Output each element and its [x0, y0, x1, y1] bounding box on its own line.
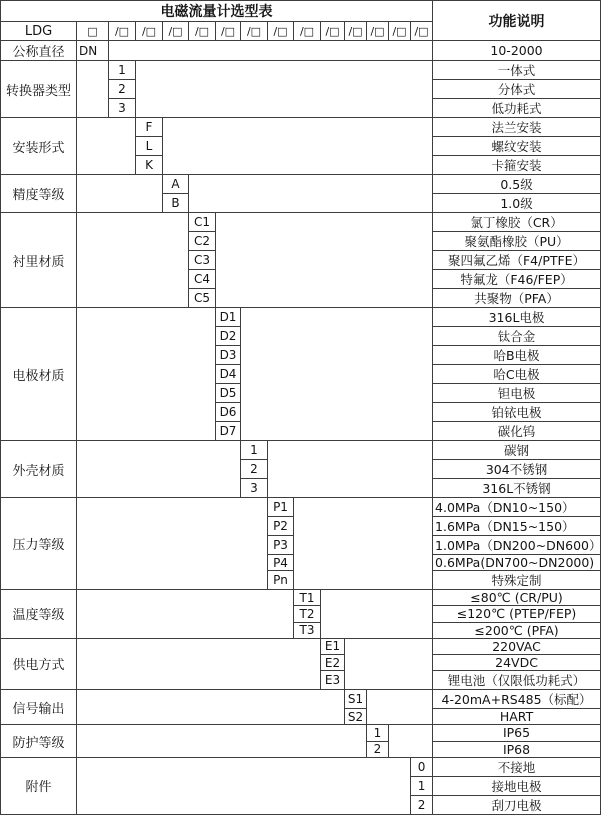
code-cell: P2 — [268, 517, 294, 536]
section-label: 公称直径 — [1, 41, 77, 61]
spacer-cell — [77, 638, 321, 689]
code-cell: L — [136, 137, 163, 156]
spacer-cell — [77, 61, 109, 118]
code-cell: 3 — [109, 99, 136, 118]
code-cell: S1 — [345, 690, 367, 709]
description-cell: 一体式 — [433, 61, 601, 80]
section-label: 温度等级 — [1, 590, 77, 639]
code-cell: D3 — [216, 346, 241, 365]
description-cell: ≤80℃ (CR/PU) — [433, 590, 601, 606]
spacer-cell — [77, 213, 189, 308]
description-cell: 法兰安装 — [433, 118, 601, 137]
model-segment-box: /□ — [294, 22, 321, 41]
description-cell: 分体式 — [433, 80, 601, 99]
description-cell: IP65 — [433, 725, 601, 741]
model-segment-box: /□ — [321, 22, 345, 41]
description-cell: 1.0MPa（DN200~DN600） — [433, 536, 601, 555]
description-cell: 钽电极 — [433, 384, 601, 403]
spacer-cell — [189, 175, 433, 213]
description-cell: ≤200℃ (PFA) — [433, 622, 601, 638]
code-cell: P1 — [268, 498, 294, 517]
function-column-header: 功能说明 — [433, 1, 601, 41]
code-cell: T1 — [294, 590, 321, 606]
description-cell: 低功耗式 — [433, 99, 601, 118]
code-cell: P3 — [268, 536, 294, 555]
description-cell: 0.6MPa(DN700~DN2000) — [433, 555, 601, 571]
spacer-cell — [216, 213, 433, 308]
section-label: 安装形式 — [1, 118, 77, 175]
code-cell: E3 — [321, 671, 345, 690]
description-cell: 卡箍安装 — [433, 156, 601, 175]
description-cell: 钛合金 — [433, 327, 601, 346]
spacer-cell — [77, 118, 136, 175]
code-cell: K — [136, 156, 163, 175]
spacer-cell — [77, 175, 163, 213]
description-cell: ≤120℃ (PTEP/FEP) — [433, 606, 601, 622]
code-cell: C2 — [189, 232, 216, 251]
description-cell: 氯丁橡胶（CR） — [433, 213, 601, 232]
model-segment-box: /□ — [389, 22, 411, 41]
code-cell: T3 — [294, 622, 321, 638]
code-cell: B — [163, 194, 189, 213]
description-cell: 1.6MPa（DN15~150） — [433, 517, 601, 536]
spacer-cell — [268, 441, 433, 498]
spacer-cell — [109, 41, 433, 61]
description-cell: HART — [433, 709, 601, 725]
spacer-cell — [77, 308, 216, 441]
spacer-cell — [163, 118, 433, 175]
description-cell: 哈C电极 — [433, 365, 601, 384]
section-label: 供电方式 — [1, 638, 77, 689]
spacer-cell — [77, 690, 345, 725]
model-segment-box: /□ — [189, 22, 216, 41]
table-title: 电磁流量计选型表 — [1, 1, 433, 22]
spacer-cell — [77, 590, 294, 639]
code-cell: S2 — [345, 709, 367, 725]
description-cell: 接地电极 — [433, 776, 601, 795]
spacer-cell — [367, 690, 433, 725]
code-cell: A — [163, 175, 189, 194]
code-cell: DN — [77, 41, 109, 61]
model-segment-box: /□ — [241, 22, 268, 41]
section-label: 电极材质 — [1, 308, 77, 441]
spacer-cell — [77, 441, 241, 498]
model-segment-box: /□ — [367, 22, 389, 41]
spacer-cell — [77, 725, 367, 757]
code-cell: Pn — [268, 571, 294, 590]
code-cell: C5 — [189, 289, 216, 308]
spacer-cell — [345, 638, 433, 689]
code-cell: D7 — [216, 422, 241, 441]
code-cell: 2 — [411, 795, 433, 814]
code-cell: 3 — [241, 479, 268, 498]
model-segment-box: /□ — [411, 22, 433, 41]
code-cell: D1 — [216, 308, 241, 327]
code-cell: T2 — [294, 606, 321, 622]
code-cell: F — [136, 118, 163, 137]
description-cell: 共聚物（PFA） — [433, 289, 601, 308]
description-cell: 碳化钨 — [433, 422, 601, 441]
section-label: 防护等级 — [1, 725, 77, 757]
description-cell: 0.5级 — [433, 175, 601, 194]
code-cell: 2 — [109, 80, 136, 99]
description-cell: 特殊定制 — [433, 571, 601, 590]
description-cell: 聚四氟乙烯（F4/PTFE） — [433, 251, 601, 270]
code-cell: 1 — [241, 441, 268, 460]
section-label: 衬里材质 — [1, 213, 77, 308]
model-segment-box: /□ — [268, 22, 294, 41]
code-cell: C3 — [189, 251, 216, 270]
description-cell: IP68 — [433, 741, 601, 757]
code-cell: 1 — [109, 61, 136, 80]
section-label: 外壳材质 — [1, 441, 77, 498]
description-cell: 4.0MPa（DN10~150） — [433, 498, 601, 517]
code-cell: D4 — [216, 365, 241, 384]
code-cell: 1 — [367, 725, 389, 741]
code-cell: 0 — [411, 757, 433, 776]
description-cell: 特氟龙（F46/FEP） — [433, 270, 601, 289]
model-segment-box: /□ — [216, 22, 241, 41]
description-cell: 碳钢 — [433, 441, 601, 460]
code-cell: 2 — [367, 741, 389, 757]
code-cell: C1 — [189, 213, 216, 232]
code-cell: P4 — [268, 555, 294, 571]
model-segment-box: /□ — [163, 22, 189, 41]
model-segment-box: /□ — [109, 22, 136, 41]
code-cell: D2 — [216, 327, 241, 346]
section-label: 信号输出 — [1, 690, 77, 725]
code-cell: 1 — [411, 776, 433, 795]
spacer-cell — [294, 498, 433, 590]
description-cell: 304不锈钢 — [433, 460, 601, 479]
description-cell: 10-2000 — [433, 41, 601, 61]
model-code-box: □ — [77, 22, 109, 41]
description-cell: 锂电池（仅限低功耗式） — [433, 671, 601, 690]
spacer-cell — [321, 590, 433, 639]
spacer-cell — [77, 757, 411, 814]
description-cell: 4-20mA+RS485（标配） — [433, 690, 601, 709]
spacer-cell — [77, 498, 268, 590]
code-cell: E1 — [321, 638, 345, 654]
code-cell: D6 — [216, 403, 241, 422]
description-cell: 哈B电极 — [433, 346, 601, 365]
model-segment-box: /□ — [345, 22, 367, 41]
description-cell: 铂铱电极 — [433, 403, 601, 422]
section-label: 精度等级 — [1, 175, 77, 213]
description-cell: 聚氨酯橡胶（PU） — [433, 232, 601, 251]
description-cell: 24VDC — [433, 654, 601, 670]
code-cell: 2 — [241, 460, 268, 479]
code-cell: C4 — [189, 270, 216, 289]
section-label: 附件 — [1, 757, 77, 814]
spacer-cell — [389, 725, 433, 757]
description-cell: 316L电极 — [433, 308, 601, 327]
code-cell: D5 — [216, 384, 241, 403]
description-cell: 220VAC — [433, 638, 601, 654]
description-cell: 316L不锈钢 — [433, 479, 601, 498]
description-cell: 螺纹安装 — [433, 137, 601, 156]
table-body — [1, 1, 601, 815]
spacer-cell — [136, 61, 433, 118]
model-prefix-cell: LDG — [1, 22, 77, 41]
model-segment-box: /□ — [136, 22, 163, 41]
section-label: 压力等级 — [1, 498, 77, 590]
section-label: 转换器类型 — [1, 61, 77, 118]
description-cell: 刮刀电极 — [433, 795, 601, 814]
description-cell: 不接地 — [433, 757, 601, 776]
code-cell: E2 — [321, 654, 345, 670]
spacer-cell — [241, 308, 433, 441]
description-cell: 1.0级 — [433, 194, 601, 213]
